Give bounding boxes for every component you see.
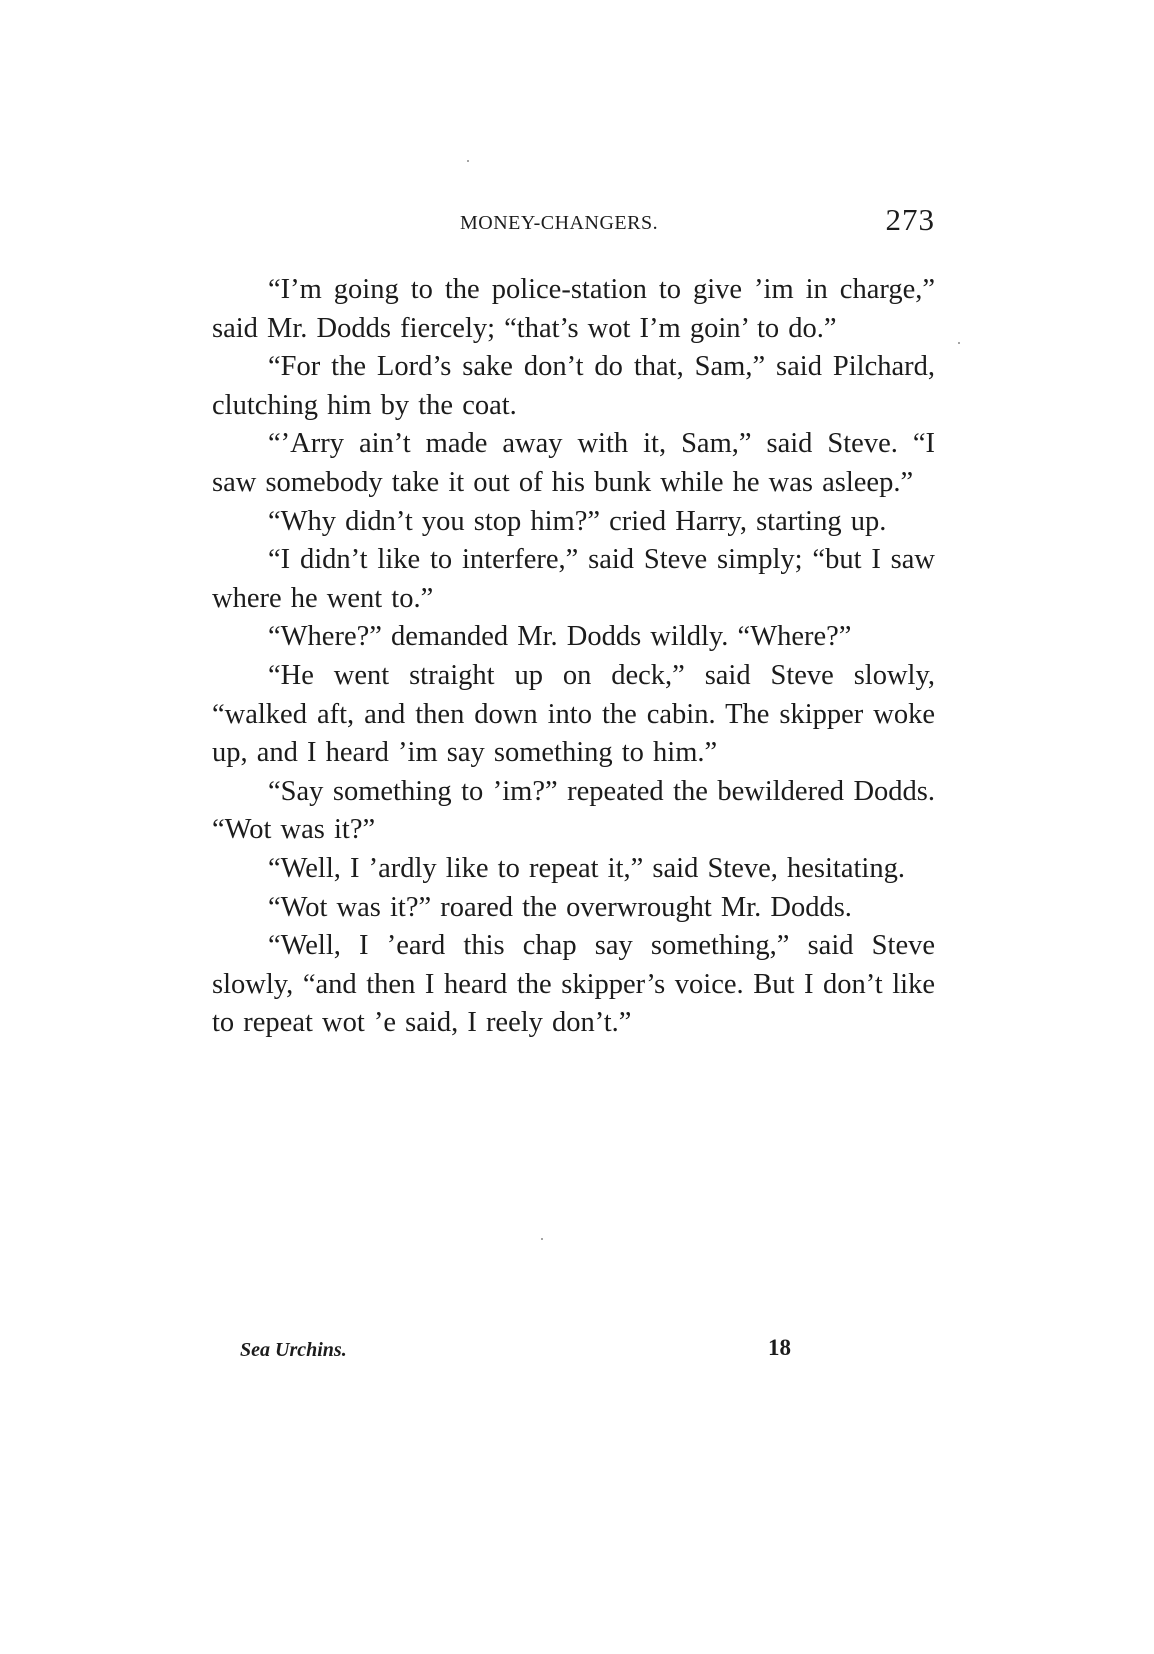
running-title: MONEY-CHANGERS. bbox=[460, 212, 659, 234]
signature-mark: 18 bbox=[768, 1335, 791, 1360]
paragraph: “’Arry ain’t made away with it, Sam,” said Steve. “I saw somebody take it out of his bunk while he was asleep.” bbox=[212, 428, 935, 498]
paragraph: “I’m going to the police-station to give ’im in charge,” said Mr. Dodds fiercely; “that’s wot I’m goin’ to do.” bbox=[212, 274, 935, 344]
ink-speck bbox=[541, 1238, 543, 1240]
paragraph: “Wot was it?” roared the overwrought Mr. Dodds. bbox=[268, 891, 852, 923]
page-footer bbox=[240, 1335, 840, 1373]
page-number: 273 bbox=[885, 202, 935, 237]
ink-speck bbox=[467, 160, 469, 162]
paragraph: “He went straight up on deck,” said Steve slowly, “walked aft, and then down into the cabin. The skipper woke up, and I heard ’im say something to him.” bbox=[212, 659, 935, 769]
signature-title: Sea Urchins. bbox=[240, 1339, 347, 1361]
paragraph: “Say something to ’im?” repeated the bewildered Dodds. “Wot was it?” bbox=[212, 775, 935, 846]
ink-speck bbox=[958, 342, 960, 344]
paragraph: “Well, I ’ardly like to repeat it,” said Steve, hesitating. bbox=[268, 852, 905, 884]
paragraph: “Where?” demanded Mr. Dodds wildly. “Where?” bbox=[268, 621, 852, 653]
body-text bbox=[212, 271, 935, 1043]
paragraph: “I didn’t like to interfere,” said Steve simply; “but I saw where he went to.” bbox=[212, 544, 935, 614]
running-head bbox=[212, 202, 935, 248]
paragraph: “Well, I ’eard this chap say something,” said Steve slowly, “and then I heard the skipper’s voice. But I don’t like to repeat wot ’e said, I reely don’t.” bbox=[212, 930, 935, 1039]
paragraph: “For the Lord’s sake don’t do that, Sam,” said Pilchard, clutching him by the coat. bbox=[212, 351, 935, 421]
paragraph: “Why didn’t you stop him?” cried Harry, starting up. bbox=[268, 505, 887, 537]
